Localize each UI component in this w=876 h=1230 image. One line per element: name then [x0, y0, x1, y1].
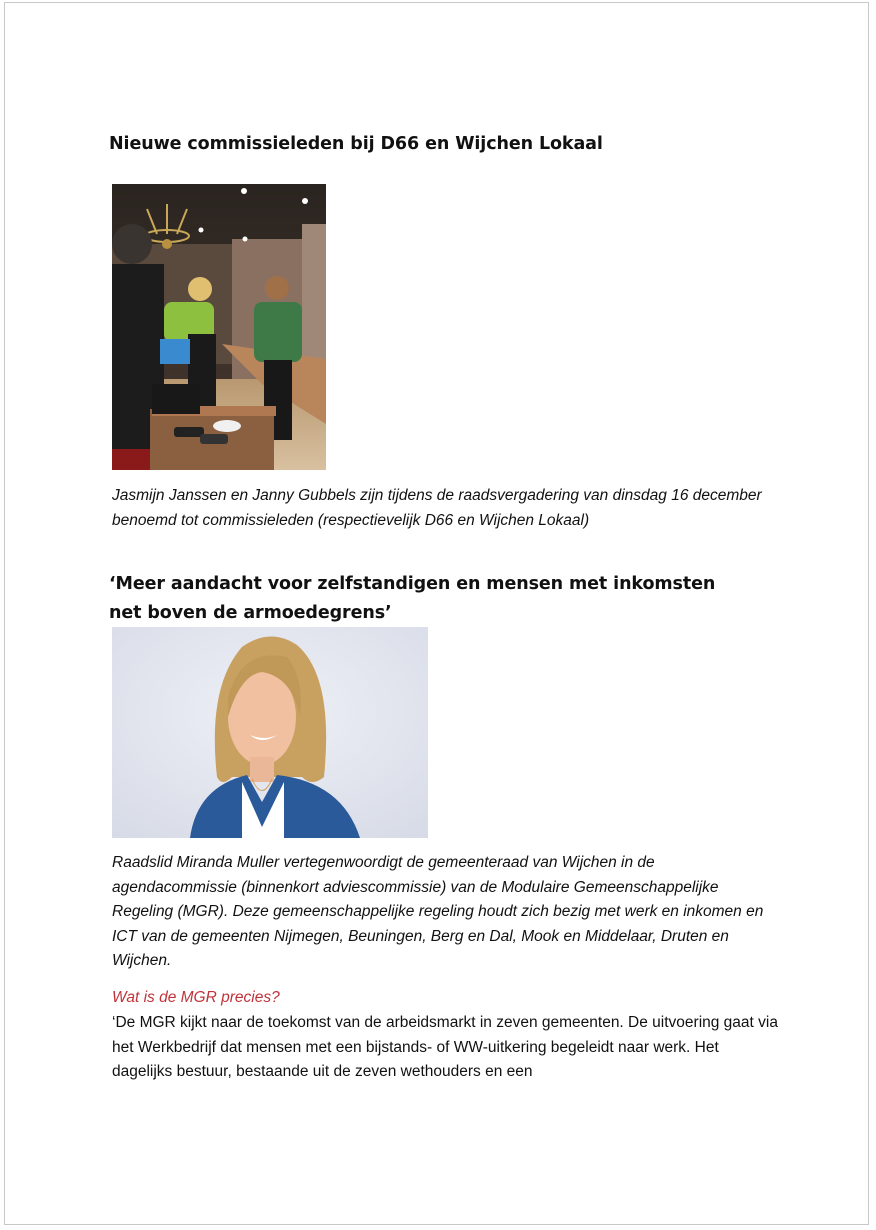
- council-chamber-photo: [112, 184, 326, 470]
- article-heading-new-committee-members: Nieuwe commissieleden bij D66 en Wijchen Lokaal: [109, 134, 603, 154]
- council-chamber-image: [112, 184, 326, 470]
- mgr-subheading: Wat is de MGR precies?: [112, 989, 280, 1006]
- miranda-muller-intro: Raadslid Miranda Muller vertegenwoordigt de gemeenteraad van Wijchen in de agendacommissie (binnenkort adviescommissie) van de Modulaire Gemeenschappelijke Regeling (MGR). Deze gemeenschappelijke regeling houdt zich bezig met werk en inkomen en ICT van de gemeenten Nijmegen, Beuningen, Berg en Dal, Mook en Middelaar, Druten en Wijchen.: [112, 854, 764, 969]
- article-heading-self-employed: ‘Meer aandacht voor zelfstandigen en mensen met inkomsten net boven de armoedegrens’: [109, 574, 716, 623]
- mgr-body-paragraph: ‘De MGR kijkt naar de toekomst van de arbeidsmarkt in zeven gemeenten. De uitvoering gaat via het Werkbedrijf dat mensen met een bijstands- of WW-uitkering begeleidt naar werk. Het dagelijks bestuur, bestaande uit de zeven wethouders en een: [112, 1014, 778, 1080]
- miranda-muller-portrait: [112, 627, 428, 838]
- photo-caption-committee-members: Jasmijn Janssen en Janny Gubbels zijn tijdens de raadsvergadering van dinsdag 16 december benoemd tot commissieleden (respectievelijk D66 en Wijchen Lokaal): [112, 487, 762, 529]
- portrait-image: [112, 627, 428, 838]
- document-page: [4, 2, 869, 1225]
